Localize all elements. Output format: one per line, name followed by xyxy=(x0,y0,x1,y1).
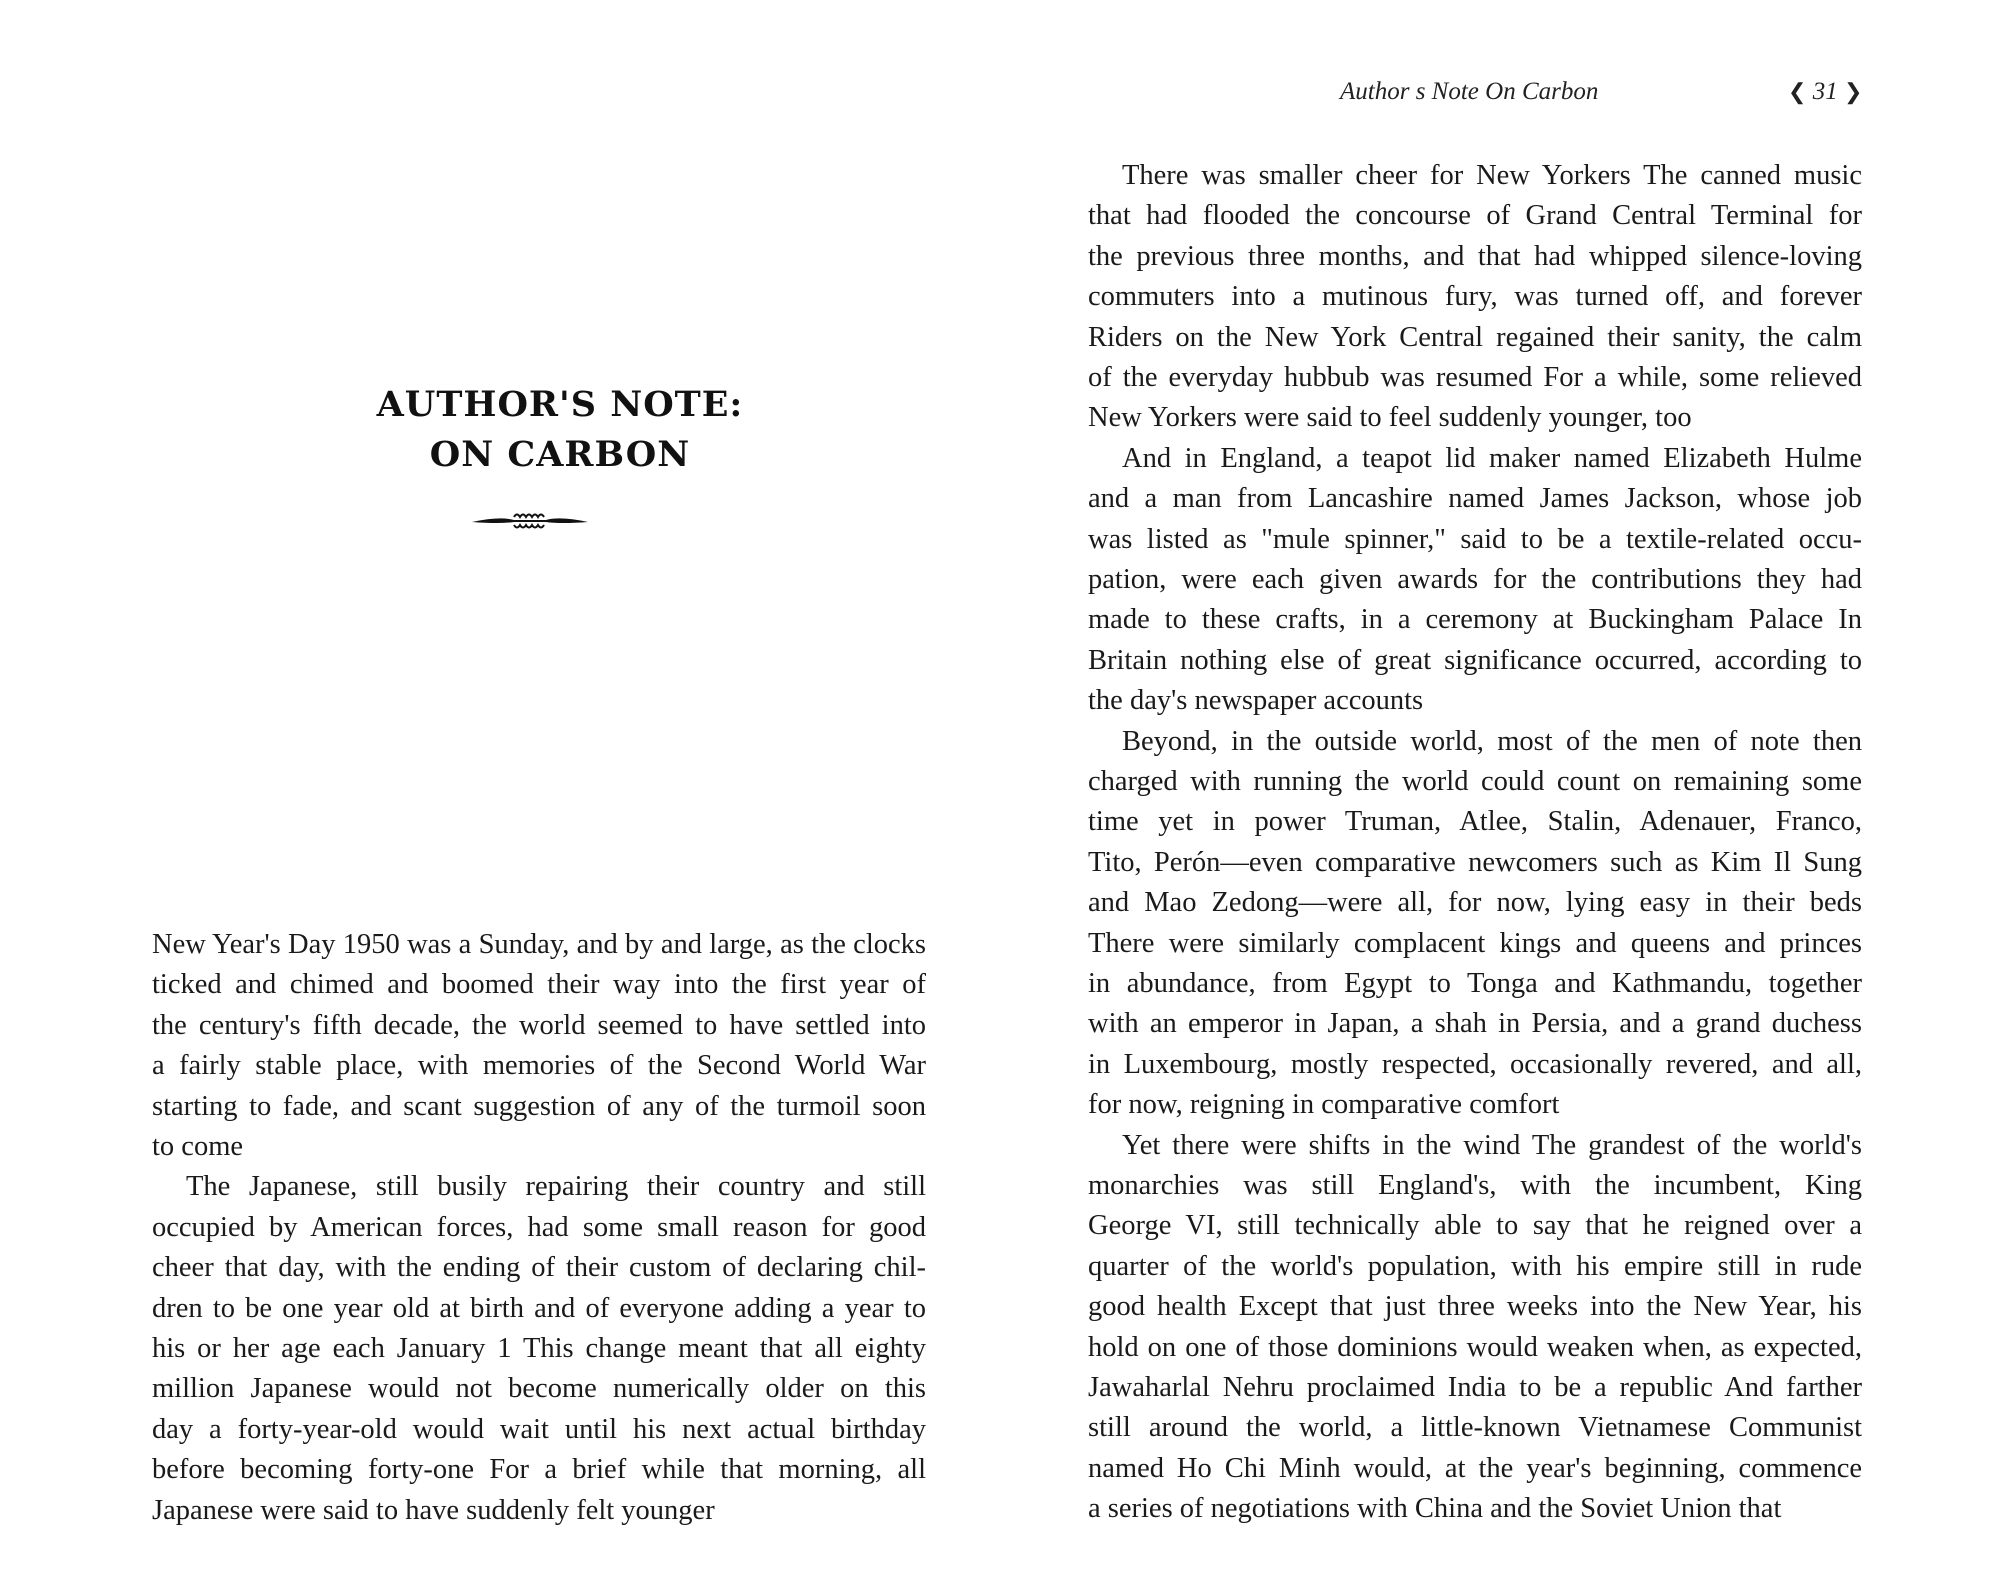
text-line: charged with running the world could count on remaining some xyxy=(1088,766,1862,797)
text-line: to come xyxy=(152,1131,244,1162)
text-line: the previous three months, and that had whipped silence-loving xyxy=(1088,240,1862,272)
text-line: Japanese were said to have suddenly felt younger xyxy=(152,1494,715,1526)
text-line: Beyond, in the outside world, most of the men of note then xyxy=(1122,725,1862,757)
right-page xyxy=(1000,0,2000,1596)
text-line: his or her age each January 1 This change meant that all eighty xyxy=(152,1333,926,1364)
text-line: starting to fade, and scant suggestion of any of the turmoil soon xyxy=(152,1090,926,1122)
ornament-flourish-icon xyxy=(470,508,590,534)
text-line: time yet in power Truman, Atlee, Stalin, Adenauer, Franco, xyxy=(1088,806,1862,838)
chapter-title xyxy=(270,380,850,480)
text-line: dren to be one year old at birth and of everyone adding a year to xyxy=(152,1292,926,1324)
text-line: made to these crafts, in a ceremony at Buckingham Palace In xyxy=(1088,604,1862,636)
text-line: And in England, a teapot lid maker named Elizabeth Hulme xyxy=(1122,442,1862,474)
text-line: monarchies was still England's, with the incumbent, King xyxy=(1088,1170,1862,1201)
text-line: the century's fifth decade, the world seemed to have settled into xyxy=(152,1009,926,1041)
text-line: the day's newspaper accounts xyxy=(1088,685,1424,717)
folio-left-ornament-icon: ❮ xyxy=(1788,79,1807,104)
text-line: in abundance, from Egypt to Tonga and Kathmandu, together xyxy=(1088,968,1862,999)
running-head: Author s Note On Carbon xyxy=(1340,78,1599,105)
text-line: Britain nothing else of great significance occurred, according to xyxy=(1088,644,1862,676)
text-line: and a man from Lancashire named James Jackson, whose job xyxy=(1088,483,1862,515)
text-line: Yet there were shifts in the wind The grandest of the world's xyxy=(1122,1129,1862,1161)
text-line: cheer that day, with the ending of their custom of declaring chil- xyxy=(152,1252,926,1284)
text-line: Tito, Perón—even comparative newcomers such as Kim Il Sung xyxy=(1088,846,1862,878)
text-line: for now, reigning in comparative comfort xyxy=(1088,1089,1560,1121)
text-line: New Yorkers were said to feel suddenly younger, too xyxy=(1088,402,1692,434)
text-line: pation, were each given awards for the contributions they had xyxy=(1088,564,1862,595)
text-line: hold on one of those dominions would weaken when, as expected, xyxy=(1088,1331,1862,1363)
chapter-title-line-2: ON CARBON xyxy=(429,434,691,475)
text-line: ticked and chimed and boomed their way into the first year of xyxy=(152,969,926,1001)
text-line: still around the world, a little-known Vietnamese Communist xyxy=(1088,1412,1862,1444)
text-line: quarter of the world's population, with his empire still in rude xyxy=(1088,1250,1862,1282)
chapter-title-line-1: AUTHOR'S NOTE: xyxy=(376,384,744,425)
text-line: was listed as "mule spinner," said to be a textile-related occu- xyxy=(1088,523,1862,555)
text-line: good health Except that just three weeks into the New Year, his xyxy=(1088,1291,1862,1323)
folio-right-ornament-icon: ❯ xyxy=(1843,79,1863,104)
text-line: There was smaller cheer for New Yorkers The canned music xyxy=(1122,160,1862,191)
text-line: in Luxembourg, mostly respected, occasionally revered, and all, xyxy=(1088,1048,1862,1080)
text-line: and Mao Zedong—were all, for now, lying easy in their beds xyxy=(1088,887,1862,919)
text-line: George VI, still technically able to say that he reigned over a xyxy=(1088,1210,1862,1242)
text-line: with an emperor in Japan, a shah in Persia, and a grand duchess xyxy=(1088,1008,1862,1040)
text-line: that had flooded the concourse of Grand Central Terminal for xyxy=(1088,200,1862,232)
page-number xyxy=(1788,78,1862,106)
text-line: of the everyday hubbub was resumed For a while, some relieved xyxy=(1088,362,1862,393)
text-line: There were similarly complacent kings and queens and princes xyxy=(1088,927,1862,959)
text-line: million Japanese would not become numerically older on this xyxy=(152,1373,926,1405)
text-line: before becoming forty-one For a brief while that morning, all xyxy=(152,1454,926,1486)
text-line: day a forty-year-old would wait until his next actual birthday xyxy=(152,1413,926,1445)
text-line: The Japanese, still busily repairing their country and still xyxy=(186,1171,926,1203)
text-line: commuters into a mutinous fury, was turned off, and forever xyxy=(1088,281,1862,313)
text-line: a fairly stable place, with memories of the Second World War xyxy=(152,1050,926,1082)
page-number-value: 31 xyxy=(1812,78,1838,105)
text-line: occupied by American forces, had some small reason for good xyxy=(152,1211,926,1243)
text-line: Riders on the New York Central regained their sanity, the calm xyxy=(1088,321,1862,353)
text-line: named Ho Chi Minh would, at the year's beginning, commence xyxy=(1088,1452,1862,1484)
text-line: New Year's Day 1950 was a Sunday, and by and large, as the clocks xyxy=(152,929,926,960)
text-line: a series of negotiations with China and the Soviet Union that xyxy=(1088,1493,1782,1525)
text-line: Jawaharlal Nehru proclaimed India to be a republic And farther xyxy=(1088,1372,1862,1403)
